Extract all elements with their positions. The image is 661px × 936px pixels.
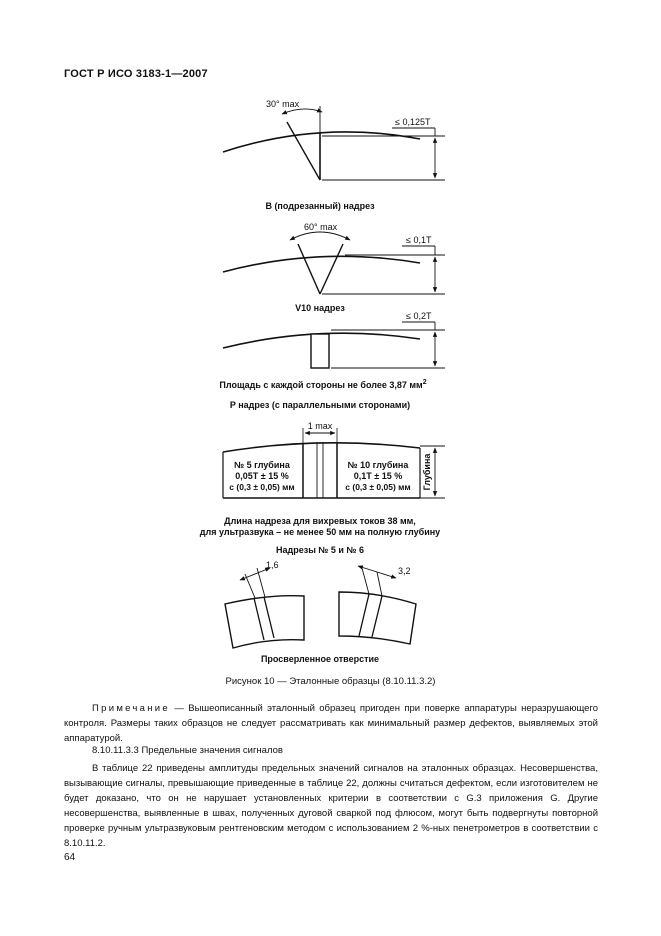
n5-n6-caption: Надрезы № 5 и № 6 (276, 545, 364, 555)
notch-length-line-1: Длина надреза для вихревых токов 38 мм, (224, 516, 416, 526)
hole-caption: Просверленное отверстие (260, 654, 380, 664)
right-notch-line-2: 0,1T ± 15 % (353, 471, 403, 481)
angle-label: 30° max (266, 99, 300, 109)
depth-label: ≤ 0,1T (406, 235, 432, 245)
area-caption: Площадь с каждой стороны не более 3,87 $мм^2$ (219, 379, 427, 390)
note-label: Примечание (92, 703, 170, 714)
n5-n6-notch-diagram (200, 421, 445, 555)
v10-notch-diagram (223, 222, 445, 313)
page-number: 64 (64, 852, 76, 863)
angle-arc (290, 232, 350, 240)
v10-notch-caption: V10 надрез (295, 303, 345, 313)
body-paragraph-text: В таблице 22 приведены амплитуды предельных значений сигналов на эталонных образцах. Несовершенства, вызывающие сигналы, превышающие приведенные в таблице 22, должны считаться дефектом, если изготовителем не будет доказано, что он не нарушает установленных критерии в соответствии с G.3 приложения G. Другие несовершенства, выявленные в швах, полученных дуговой сваркой под флюсом, могут быть подвергнуты повторной проверке ручным ультразвуковым рентгеновским методом с использованием 2 %-ных пенетрометров в соответствии с 8.10.11.2. (64, 763, 598, 849)
pipe-surface-line (223, 256, 420, 272)
v-right-side (320, 244, 343, 294)
v-left-side (298, 244, 320, 294)
b-notch-caption: B (подрезанный) надрез (265, 201, 375, 211)
angle-arc (282, 109, 322, 114)
right-hole-dimension (358, 566, 396, 578)
right-hole-ext-1 (362, 568, 369, 594)
b-notch-diagram (223, 99, 445, 211)
body-paragraph (64, 761, 598, 851)
note-block (64, 701, 598, 746)
left-notch-line-1: № 5 глубина (234, 460, 290, 470)
right-notch-line-3: с (0,3 ± 0,05) мм (345, 482, 411, 492)
p-notch-diagram (219, 311, 445, 410)
left-block (225, 596, 304, 648)
figure-caption: Рисунок 10 — Эталонные образцы (8.10.11.3.2) (225, 676, 436, 687)
left-notch-line-2: 0,05T ± 15 % (235, 471, 289, 481)
left-hole-label: 1,6 (266, 560, 279, 570)
right-block (339, 592, 416, 644)
section-heading: 8.10.11.3.3 Предельные значения сигналов (92, 745, 283, 756)
right-hole-ext-2 (377, 572, 382, 596)
right-hole-label: 3,2 (398, 566, 411, 576)
p-notch-caption: P надрез (с параллельными сторонами) (229, 400, 411, 410)
right-notch-line-1: № 10 глубина (347, 460, 409, 470)
notch-length-line-2: для ультразвука – не менее 50 мм на полную глубину (199, 527, 441, 537)
depth-label: Глубина (422, 453, 432, 491)
depth-label: ≤ 0,125T (395, 117, 431, 127)
angle-label: 60° max (304, 222, 338, 232)
document-header: ГОСТ Р ИСО 3183-1—2007 (64, 68, 208, 80)
notch-slope (287, 122, 320, 180)
note-text: — Вышеописанный эталонный образец пригоден при поверке аппаратуры неразрушающего контроля. Размеры таких образцов не следует рассматривать как минимальный размер дефектов, выявляемых этой аппаратурой. (64, 703, 599, 744)
parallel-notch (311, 334, 329, 368)
depth-label: ≤ 0,2T (406, 311, 432, 321)
pipe-surface-line (223, 443, 420, 452)
drilled-hole-diagram (225, 560, 416, 664)
left-notch-line-3: с (0,3 ± 0,05) мм (229, 482, 295, 492)
pipe-surface-line (223, 132, 420, 152)
width-label: 1 max (307, 421, 333, 431)
